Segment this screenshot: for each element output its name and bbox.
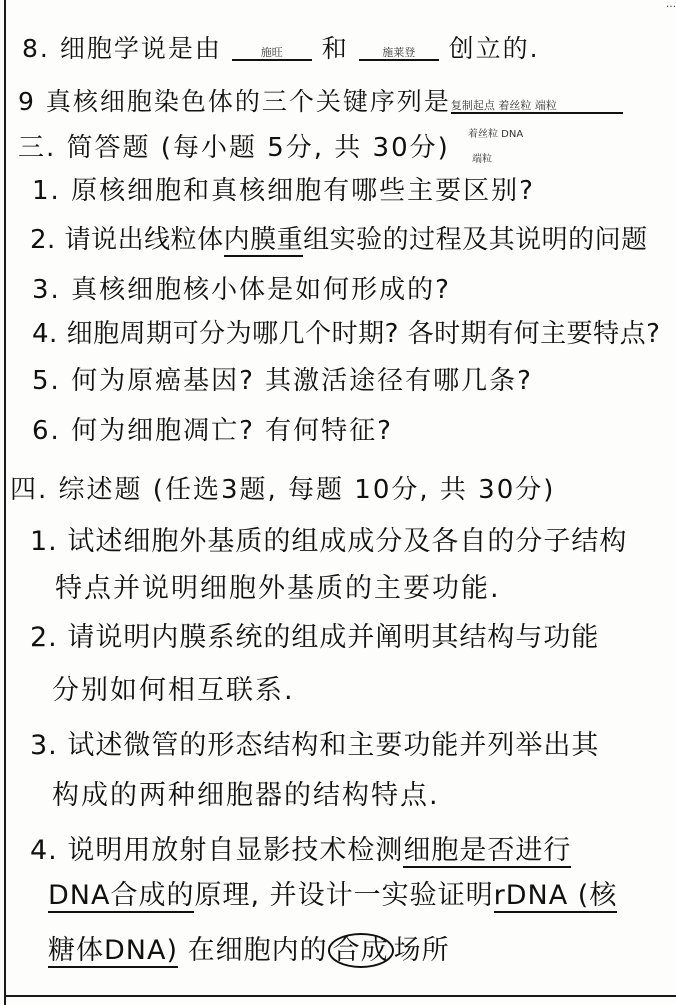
section-3-note-1: 着丝粒 DNA	[468, 129, 524, 140]
section-3-item-1: 1. 原核细胞和真核细胞有哪些主要区别?	[32, 176, 535, 206]
section-4-item-3-line-1: 3. 试述微管的形态结构和主要功能并列举出其	[30, 730, 600, 761]
q9-text: 真核细胞染色体的三个关键序列是	[45, 87, 451, 116]
question-9	[18, 88, 623, 114]
item-4-underlined-4: 糖体DNA)	[48, 935, 178, 966]
section-3-note-2: 端粒	[472, 154, 492, 165]
section-4-title: 四. 综述题 (任选3题, 每题 10分, 共 30分)	[10, 475, 556, 505]
q8-number: 8.	[22, 34, 50, 63]
q8-answer-2: 施莱登	[382, 46, 416, 59]
item-4-circled: 合成	[328, 933, 394, 968]
q8-text-mid: 和	[321, 34, 349, 63]
q8-text-before: 细胞学说是由	[59, 34, 222, 63]
item-2-underlined: 内膜重	[223, 225, 304, 255]
question-8	[22, 35, 540, 61]
page-border-left	[4, 0, 6, 1005]
section-3-title: 三. 简答题 (每小题 5分, 共 30分)	[18, 133, 450, 163]
q9-blank	[451, 88, 623, 114]
q8-blank-2	[359, 35, 439, 61]
q9-number: 9	[18, 87, 36, 116]
section-3-item-6: 6. 何为细胞凋亡? 有何特征?	[32, 416, 393, 446]
page-border-bottom	[4, 995, 676, 997]
section-3-item-3: 3. 真核细胞核小体是如何形成的?	[32, 275, 451, 305]
item-2-pre: 2. 请说出线粒体	[30, 225, 224, 255]
section-3-item-2	[30, 227, 648, 253]
item-4-pre: 4. 说明用放射自显影技术检测	[30, 835, 404, 866]
section-4-item-1-line-1: 1. 试述细胞外基质的组成成分及各自的分子结构	[30, 526, 628, 557]
section-4-item-4-line-3	[48, 937, 450, 964]
section-4-item-2-line-2: 分别如何相互联系.	[52, 675, 295, 706]
q8-answer-1: 施旺	[260, 46, 283, 59]
q8-blank-1	[232, 35, 312, 61]
q9-answer: 复制起点 着丝粒 端粒	[450, 99, 557, 112]
item-4-underlined-3: rDNA (核	[493, 880, 618, 911]
section-4-item-1-line-2: 特点并说明细胞外基质的主要功能.	[55, 573, 501, 604]
item-4-underlined-2: DNA合成的	[48, 880, 195, 911]
item-4-mid: 原理, 并设计一实验证明	[194, 880, 494, 911]
section-4-item-2-line-1: 2. 请说明内膜系统的组成并阐明其结构与功能	[30, 622, 600, 653]
item-4-line3-post: 场所	[393, 935, 450, 966]
item-4-underlined-1: 细胞是否进行	[403, 835, 572, 866]
section-4-item-3-line-2: 构成的两种细胞器的结构特点.	[52, 780, 440, 811]
section-4-item-4-line-2	[48, 882, 617, 909]
section-4-item-4-line-1	[30, 837, 571, 864]
q8-text-after: 创立的.	[448, 34, 540, 63]
section-3-item-4: 4. 细胞周期可分为哪几个时期? 各时期有何主要特点?	[32, 319, 661, 349]
item-4-line3-pre: 在细胞内的	[187, 935, 328, 966]
item-2-post: 组实验的过程及其说明的问题	[303, 225, 648, 255]
section-3-item-5: 5. 何为原癌基因? 其激活途径有哪几条?	[32, 366, 533, 396]
top-scrawl: …	[666, 0, 676, 10]
